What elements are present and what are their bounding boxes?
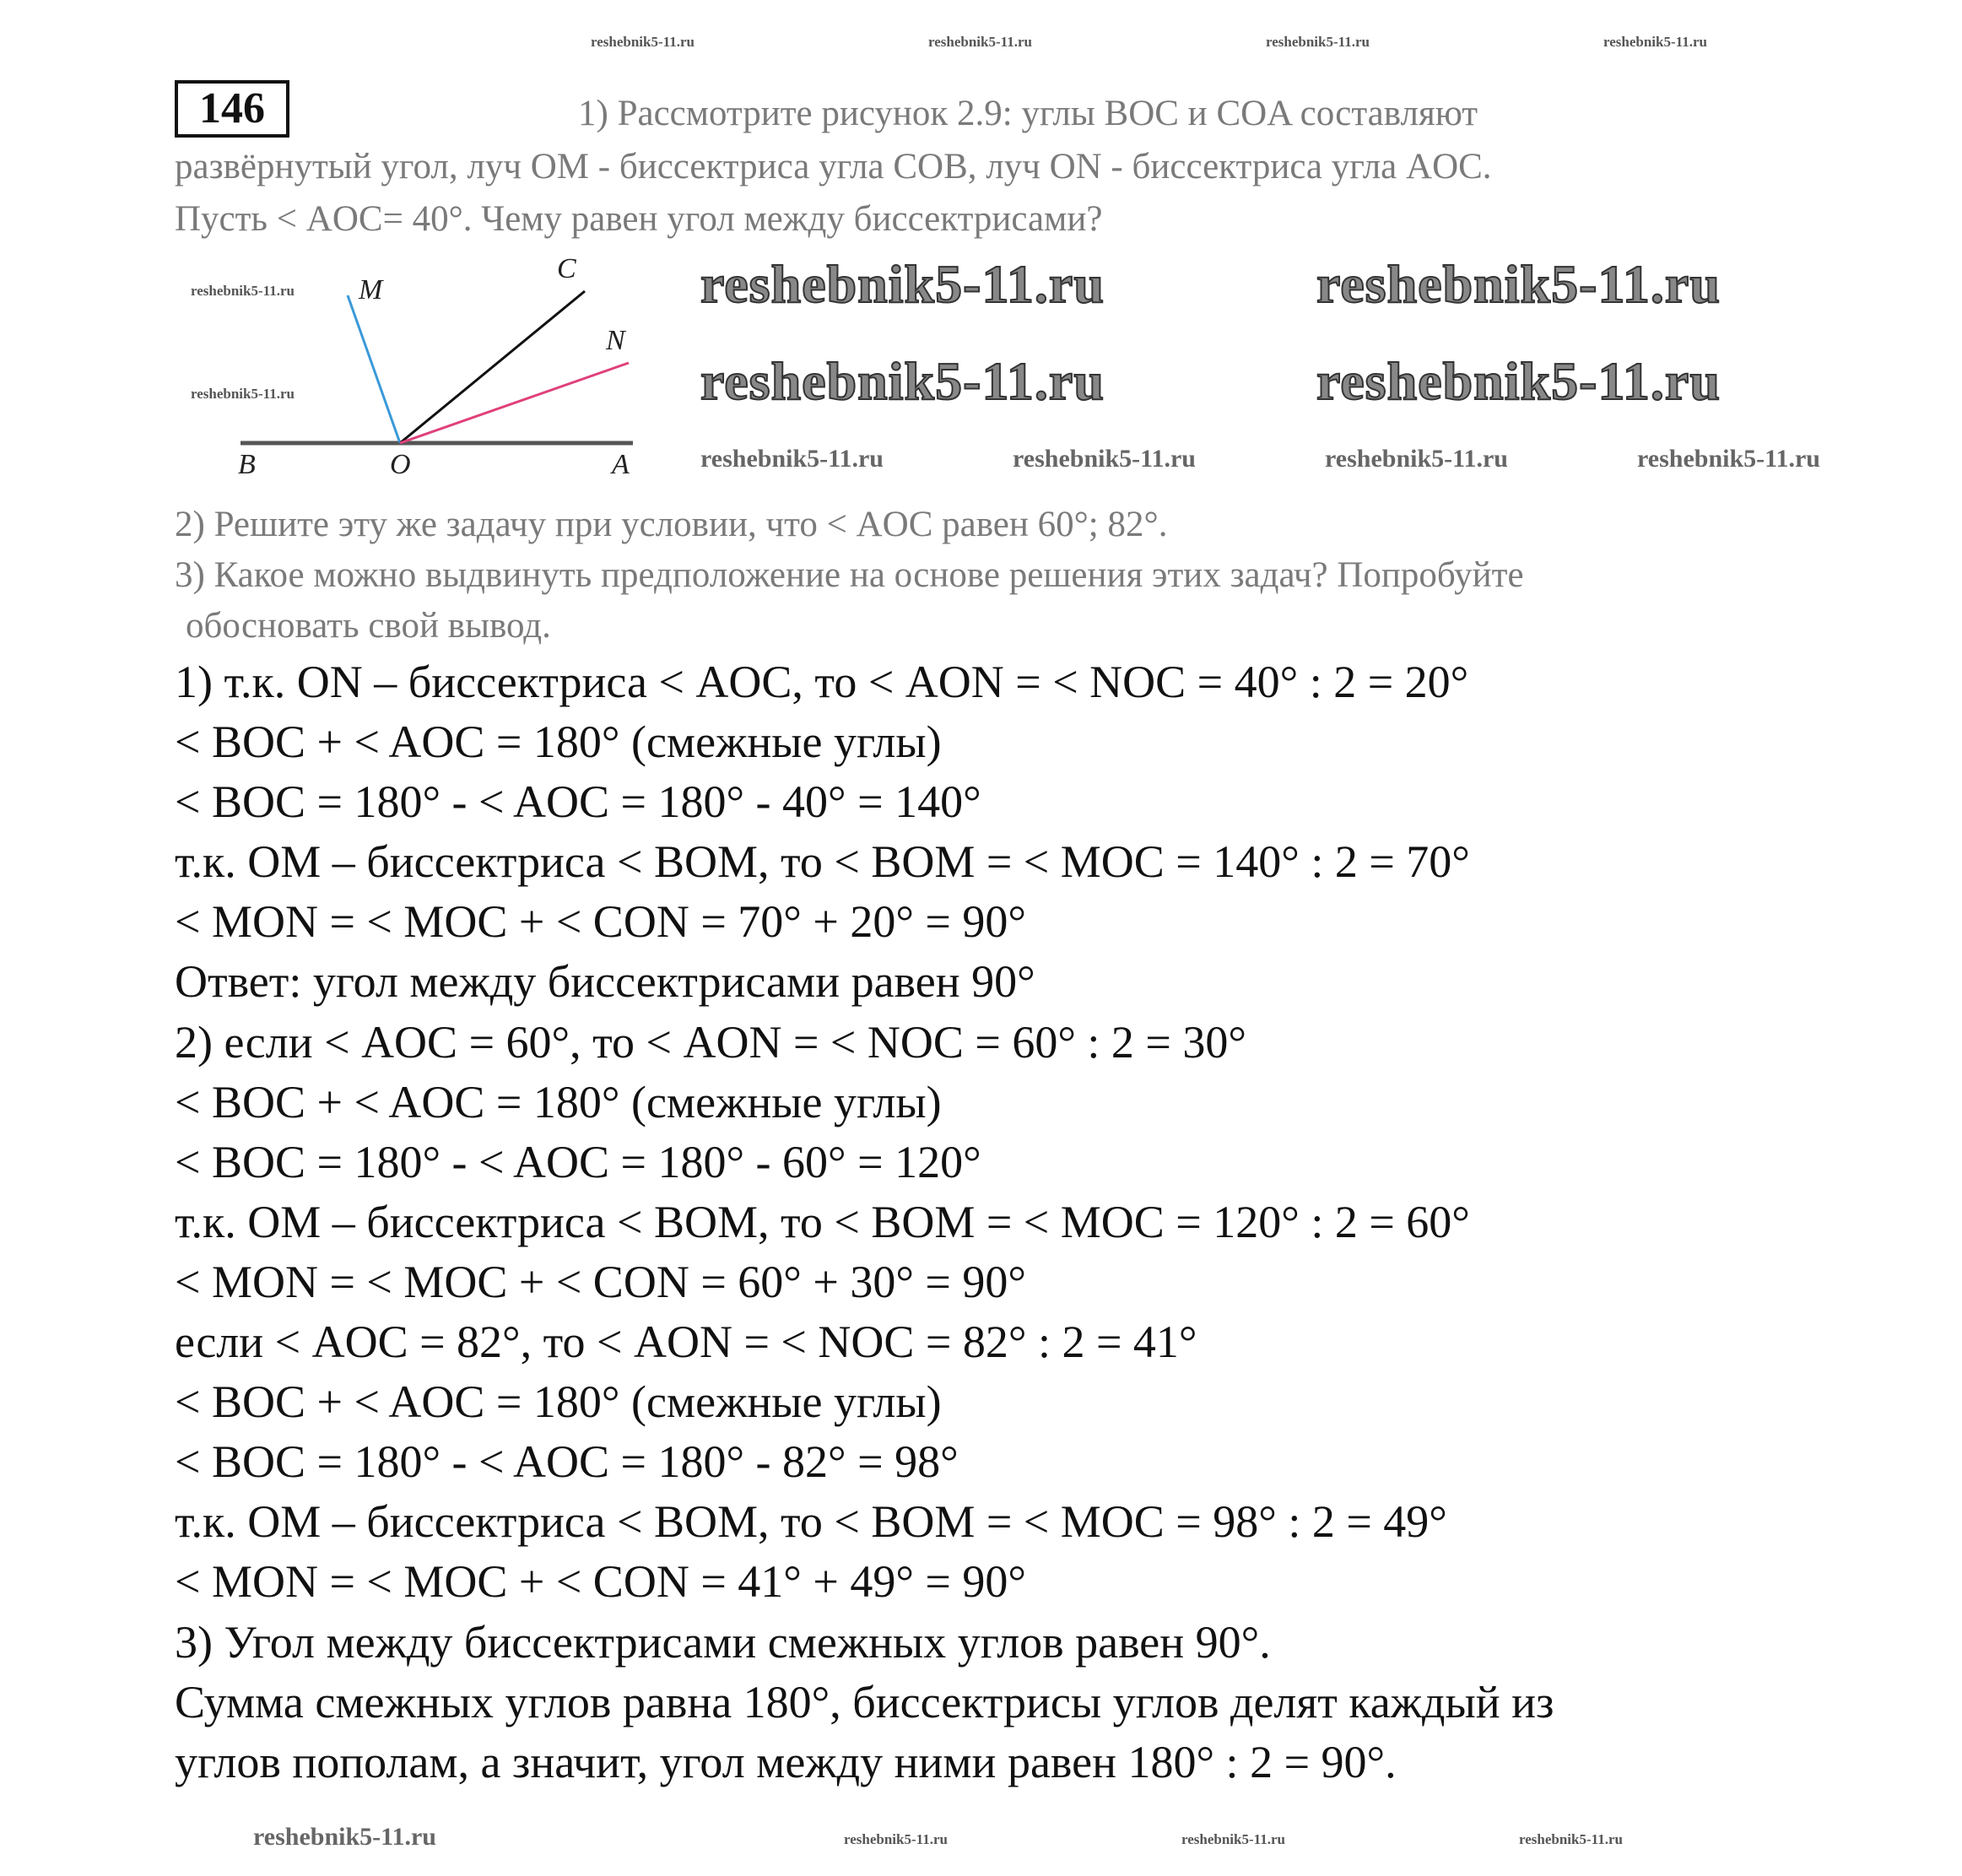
- question-line-5: 3) Какое можно выдвинуть предположение на основе решения этих задач? Попробуйте: [175, 555, 1524, 595]
- watermark: reshebnik5-11.ru: [1013, 445, 1196, 473]
- answer-line: < BOC + < AOC = 180° (смежные углы): [175, 1076, 942, 1127]
- answer-line: < MON = < MOC + < CON = 60° + 30° = 90°: [175, 1256, 1026, 1307]
- question-line-3: Пусть < AOC= 40°. Чему равен угол между биссектрисами?: [175, 199, 1103, 239]
- problem-number: 146: [175, 80, 289, 138]
- answer-line: < MON = < MOC + < CON = 41° + 49° = 90°: [175, 1556, 1026, 1608]
- answer-line: 1) т.к. ON – биссектриса < AOC, то < AON = < NOC = 40° : 2 = 20°: [175, 657, 1469, 707]
- watermark: reshebnik5-11.ru: [191, 386, 295, 402]
- answer-line: Ответ: угол между биссектрисами равен 90°: [175, 956, 1035, 1008]
- answer-line: т.к. OM – биссектриса < BOM, то < BOM = < MOC = 98° : 2 = 49°: [175, 1496, 1447, 1548]
- watermark: reshebnik5-11.ru: [1325, 445, 1508, 473]
- label-N: N: [606, 325, 625, 356]
- answer-line: Сумма смежных углов равна 180°, биссектрисы углов делят каждый из: [175, 1676, 1554, 1727]
- answer-line: если < AOC = 82°, то < AON = < NOC = 82° : 2 = 41°: [175, 1316, 1197, 1368]
- question-line-2: развёрнутый угол, луч OM - биссектриса угла COB, луч ON - биссектриса угла AOC.: [175, 147, 1492, 187]
- ray-OC: [400, 291, 585, 443]
- watermark: reshebnik5-11.ru: [844, 1831, 948, 1847]
- watermark: reshebnik5-11.ru: [700, 254, 1105, 314]
- answer-line: 3) Угол между биссектрисами смежных углов равен 90°.: [175, 1616, 1271, 1668]
- watermark: reshebnik5-11.ru: [700, 351, 1105, 411]
- label-A: A: [612, 449, 630, 480]
- watermark: reshebnik5-11.ru: [1316, 254, 1721, 314]
- ray-OM: [348, 295, 400, 443]
- answer-line: т.к. OM – биссектриса < BOM, то < BOM = < MOC = 120° : 2 = 60°: [175, 1196, 1470, 1247]
- answer-line: < BOC = 180° - < AOC = 180° - 40° = 140°: [175, 776, 981, 828]
- watermark: reshebnik5-11.ru: [1637, 445, 1820, 473]
- answer-line: < BOC = 180° - < AOC = 180° - 60° = 120°: [175, 1136, 981, 1187]
- answer-block: [175, 652, 1554, 1792]
- watermark: reshebnik5-11.ru: [253, 1823, 436, 1851]
- answer-line: 2) если < AOC = 60°, то < AON = < NOC = 60° : 2 = 30°: [175, 1016, 1246, 1068]
- watermark: reshebnik5-11.ru: [591, 34, 695, 50]
- answer-line: углов пополам, а значит, угол между ними равен 180° : 2 = 90°.: [175, 1736, 1397, 1787]
- watermark: reshebnik5-11.ru: [1316, 351, 1721, 411]
- watermark: reshebnik5-11.ru: [191, 283, 295, 299]
- ray-ON: [400, 363, 629, 443]
- label-O: O: [390, 449, 411, 480]
- answer-line: < MON = < MOC + < CON = 70° + 20° = 90°: [175, 896, 1026, 948]
- answer-line: < BOC + < AOC = 180° (смежные углы): [175, 1376, 942, 1428]
- label-B: B: [238, 449, 256, 480]
- watermark: reshebnik5-11.ru: [1519, 1831, 1623, 1847]
- question-line-4: 2) Решите эту же задачу при условии, что < AOC равен 60°; 82°.: [175, 505, 1168, 544]
- watermark: reshebnik5-11.ru: [1266, 34, 1370, 50]
- answer-line: < BOC = 180° - < AOC = 180° - 82° = 98°: [175, 1436, 959, 1488]
- label-M: M: [359, 274, 383, 305]
- question-line-6: обосновать свой вывод.: [186, 606, 551, 646]
- watermark: reshebnik5-11.ru: [700, 445, 884, 473]
- watermark: reshebnik5-11.ru: [1181, 1831, 1285, 1847]
- label-C: C: [557, 253, 576, 284]
- answer-line: т.к. OM – биссектриса < BOM, то < BOM = < MOC = 140° : 2 = 70°: [175, 836, 1470, 888]
- answer-line: < BOC + < AOC = 180° (смежные углы): [175, 716, 942, 768]
- watermark: reshebnik5-11.ru: [1603, 34, 1707, 50]
- question-line-1: 1) Рассмотрите рисунок 2.9: углы BOC и COA составляют: [578, 94, 1478, 133]
- watermark: reshebnik5-11.ru: [928, 34, 1032, 50]
